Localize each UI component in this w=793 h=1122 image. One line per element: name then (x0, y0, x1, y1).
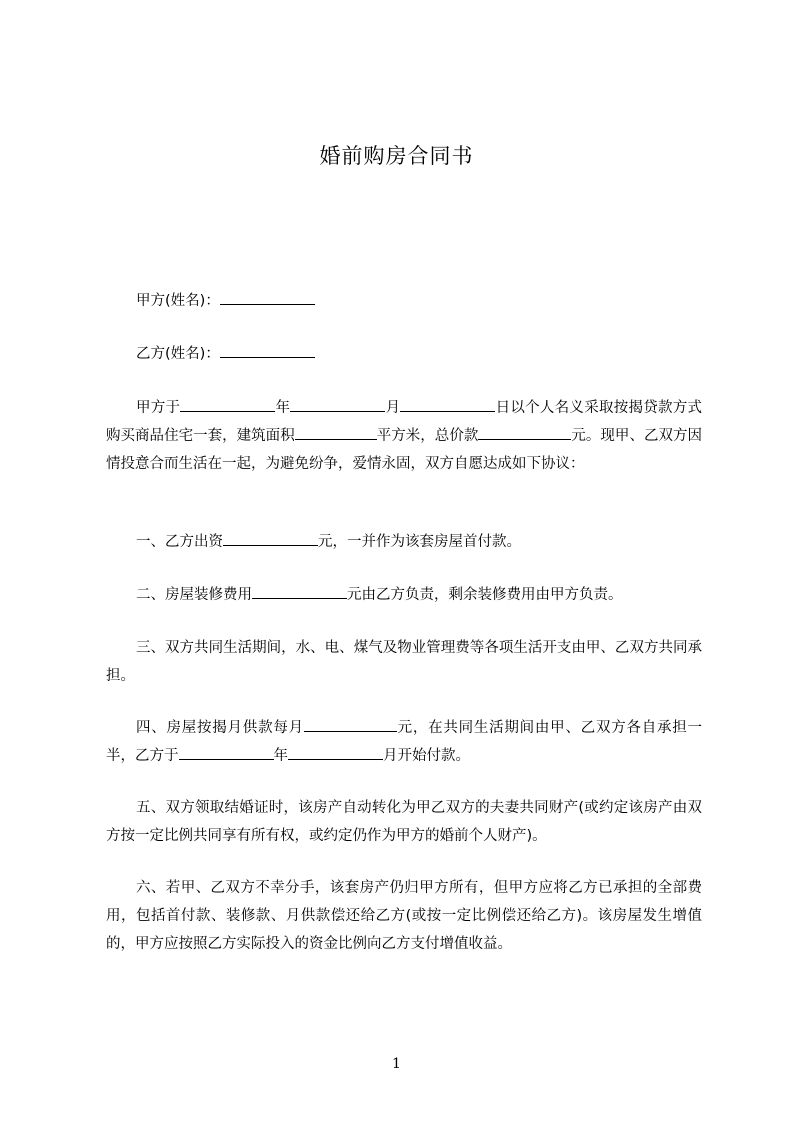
party-a-label: 甲方(姓名)： (136, 293, 220, 309)
intro-text-2: 年 (275, 400, 291, 416)
clause-2-text-1: 二、房屋装修费用 (136, 587, 252, 603)
clause-4-text-2: 元，在共同生活期间由甲、乙双方各自承担一半，乙方于 (106, 720, 703, 764)
intro-paragraph (106, 394, 702, 478)
intro-text-5: 平方米，总价款 (376, 428, 479, 444)
clause-4-text-4: 月开始付款。 (383, 748, 470, 764)
area-blank (295, 423, 377, 440)
party-b-label: 乙方(姓名)： (136, 346, 220, 362)
purchase-day-blank (400, 395, 495, 412)
clause-1-text-1: 一、乙方出资 (136, 534, 223, 550)
clause-5: 五、双方领取结婚证时，该房产自动转化为甲乙双方的夫妻共同财产(或约定该房产由双方按一定比例共同享有所有权，或约定仍作为甲方的婚前个人财产)。 (106, 800, 702, 844)
clause-4-text-3: 年 (273, 748, 288, 764)
party-b-line (136, 340, 315, 368)
document-title: 婚前购房合同书 (319, 144, 474, 168)
purchase-month-blank (290, 395, 385, 412)
clause-1-text-2: 元，一并作为该套房屋首付款。 (318, 534, 521, 550)
clause-4 (106, 714, 702, 770)
monthly-payment-blank (304, 715, 397, 732)
intro-text-6: 元。现甲、乙双方因情投意合而生活在一起，为避免纷争，爱情永固，双方自愿达成如下协议： (106, 428, 703, 472)
page-number: 1 (392, 1056, 401, 1072)
renovation-fee-blank (252, 582, 347, 599)
down-payment-blank (223, 529, 318, 546)
intro-text-4: 日以个人名义采取按揭贷款方式购买商品住宅一套，建筑面积 (106, 400, 703, 444)
intro-text-1: 甲方于 (136, 400, 181, 416)
clause-1 (106, 528, 702, 556)
party-a-name-blank (220, 288, 315, 305)
payment-start-year-blank (179, 743, 274, 760)
clause-2 (106, 581, 702, 609)
clause-3: 三、双方共同生活期间，水、电、煤气及物业管理费等各项生活开支由甲、乙双方共同承担。 (106, 640, 702, 684)
party-a-line (136, 287, 315, 315)
clause-4-text-1: 四、房屋按揭月供款每月 (136, 720, 304, 736)
clause-6: 六、若甲、乙双方不幸分手，该套房产仍归甲方所有，但甲方应将乙方已承担的全部费用，包括首付款、装修款、月供款偿还给乙方(或按一定比例偿还给乙方)。该房屋发生增值的，甲方应按照乙方实际投入的资金比例向乙方支付增值收益。 (106, 880, 702, 952)
intro-text-3: 月 (385, 400, 401, 416)
payment-start-month-blank (288, 743, 383, 760)
party-b-name-blank (220, 341, 315, 358)
total-price-blank (478, 423, 571, 440)
clause-2-text-2: 元由乙方负责，剩余装修费用由甲方负责。 (347, 587, 623, 603)
purchase-year-blank (180, 395, 275, 412)
